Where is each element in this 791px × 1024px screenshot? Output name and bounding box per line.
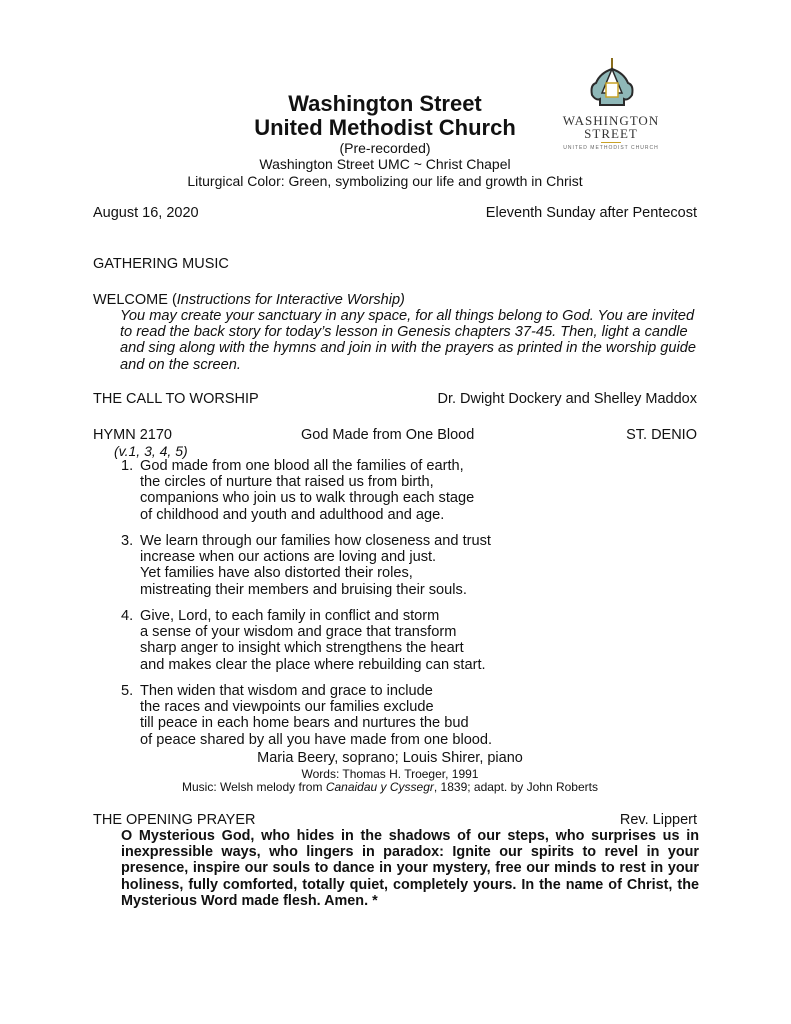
welcome-label: WELCOME ( xyxy=(93,292,177,308)
service-subtitle: (Pre-recorded) xyxy=(339,140,431,156)
hymn-row xyxy=(93,427,697,444)
verse-line: the circles of nurture that raised us from birth, xyxy=(140,474,434,491)
date-row xyxy=(93,205,697,222)
music-credit-source: Canaidau y Cyssegr xyxy=(325,780,434,794)
verse-line: Give, Lord, to each family in conflict and storm xyxy=(140,608,440,624)
hymn-verse xyxy=(121,608,541,673)
hymn-verse xyxy=(121,533,541,598)
hymn-verse xyxy=(121,683,541,748)
verse-line: God made from one blood all the families of earth, xyxy=(140,458,464,474)
verse-number: 3. xyxy=(121,533,134,549)
logo-divider xyxy=(601,142,621,143)
verse-number: 4. xyxy=(121,608,134,624)
opening-prayer-leader: Rev. Lippert xyxy=(619,812,697,828)
verse-line: Yet families have also distorted their roles, xyxy=(140,565,413,582)
hymn-verse xyxy=(121,458,541,523)
verse-line: sharp anger to insight which strengthens the heart xyxy=(140,640,464,657)
verse-number: 5. xyxy=(121,683,134,699)
music-credit-prefix: Music: Welsh melody from xyxy=(182,780,326,794)
gathering-music-heading: GATHERING MUSIC xyxy=(93,256,229,272)
hymn-number: HYMN 2170 xyxy=(93,427,172,443)
verse-line: a sense of your wisdom and grace that transform xyxy=(140,624,457,641)
verse-line: mistreating their members and bruising their souls. xyxy=(140,581,467,598)
call-to-worship-heading: THE CALL TO WORSHIP xyxy=(93,391,259,407)
verse-line: the races and viewpoints our families exclude xyxy=(140,699,434,716)
welcome-body: You may create your sanctuary in any space, for all things belong to God. You are invited to read the back story for today’s lesson in Genesis chapters 37-45. Then, light a candle and sing along with the hymns and join in with the prayers as printed in the worship guide and on the screen. xyxy=(120,308,696,373)
hymn-tune: ST. DENIO xyxy=(626,427,697,443)
verse-line: and makes clear the place where rebuilding can start. xyxy=(140,656,486,673)
hymn-music-credit xyxy=(130,780,650,794)
welcome-heading xyxy=(93,292,697,309)
call-to-worship-row xyxy=(93,391,697,408)
verse-line: increase when our actions are loving and just. xyxy=(140,549,437,566)
logo-text-umc: UNITED METHODIST CHURCH xyxy=(563,145,659,151)
verse-line: companions who join us to walk through each stage xyxy=(140,490,475,507)
hymn-performers: Maria Beery, soprano; Louis Shirer, piano xyxy=(257,750,523,766)
opening-prayer-heading: THE OPENING PRAYER xyxy=(93,812,256,828)
liturgical-color: Liturgical Color: Green, symbolizing our life and growth in Christ xyxy=(187,173,583,189)
liturgical-occasion: Eleventh Sunday after Pentecost xyxy=(485,205,697,221)
verse-number: 1. xyxy=(121,458,134,474)
hymn-title: God Made from One Blood xyxy=(301,427,475,443)
service-location: Washington Street UMC ~ Christ Chapel xyxy=(259,156,511,172)
hymn-words-credit: Words: Thomas H. Troeger, 1991 xyxy=(301,767,479,781)
opening-prayer-text: O Mysterious God, who hides in the shadows of our steps, who surprises us in inexpressible ways, who lingers in paradox: Ignite our spirits to revel in your presence, inspire our souls to dance in your mystery, free our minds to rest in your holiness, fully comforted, totally quiet, completely yours. In the name of Christ, the Mysterious Word made flesh. Amen. * xyxy=(121,828,699,909)
verse-line: of childhood and youth and adulthood and age. xyxy=(140,506,445,523)
opening-prayer-row xyxy=(93,812,697,829)
verse-line: till peace in each home bears and nurtures the bud xyxy=(140,715,469,732)
music-credit-suffix: , 1839; adapt. by John Roberts xyxy=(433,780,598,794)
hymn-verses-note: (v.1, 3, 4, 5) xyxy=(114,443,188,459)
service-date: August 16, 2020 xyxy=(93,205,199,221)
church-name-line2: United Methodist Church xyxy=(254,115,516,140)
church-name-line1: Washington Street xyxy=(288,91,482,116)
logo-text-street: STREET xyxy=(584,126,638,141)
call-to-worship-leaders: Dr. Dwight Dockery and Shelley Maddox xyxy=(437,391,697,407)
verse-line: Then widen that wisdom and grace to include xyxy=(140,683,433,699)
verse-line: We learn through our families how closeness and trust xyxy=(140,533,491,549)
verse-line: of peace shared by all you have made from one blood. xyxy=(140,731,493,748)
welcome-instructions: Instructions for Interactive Worship) xyxy=(176,292,405,308)
logo-text-washington: WASHINGTON xyxy=(562,113,660,128)
